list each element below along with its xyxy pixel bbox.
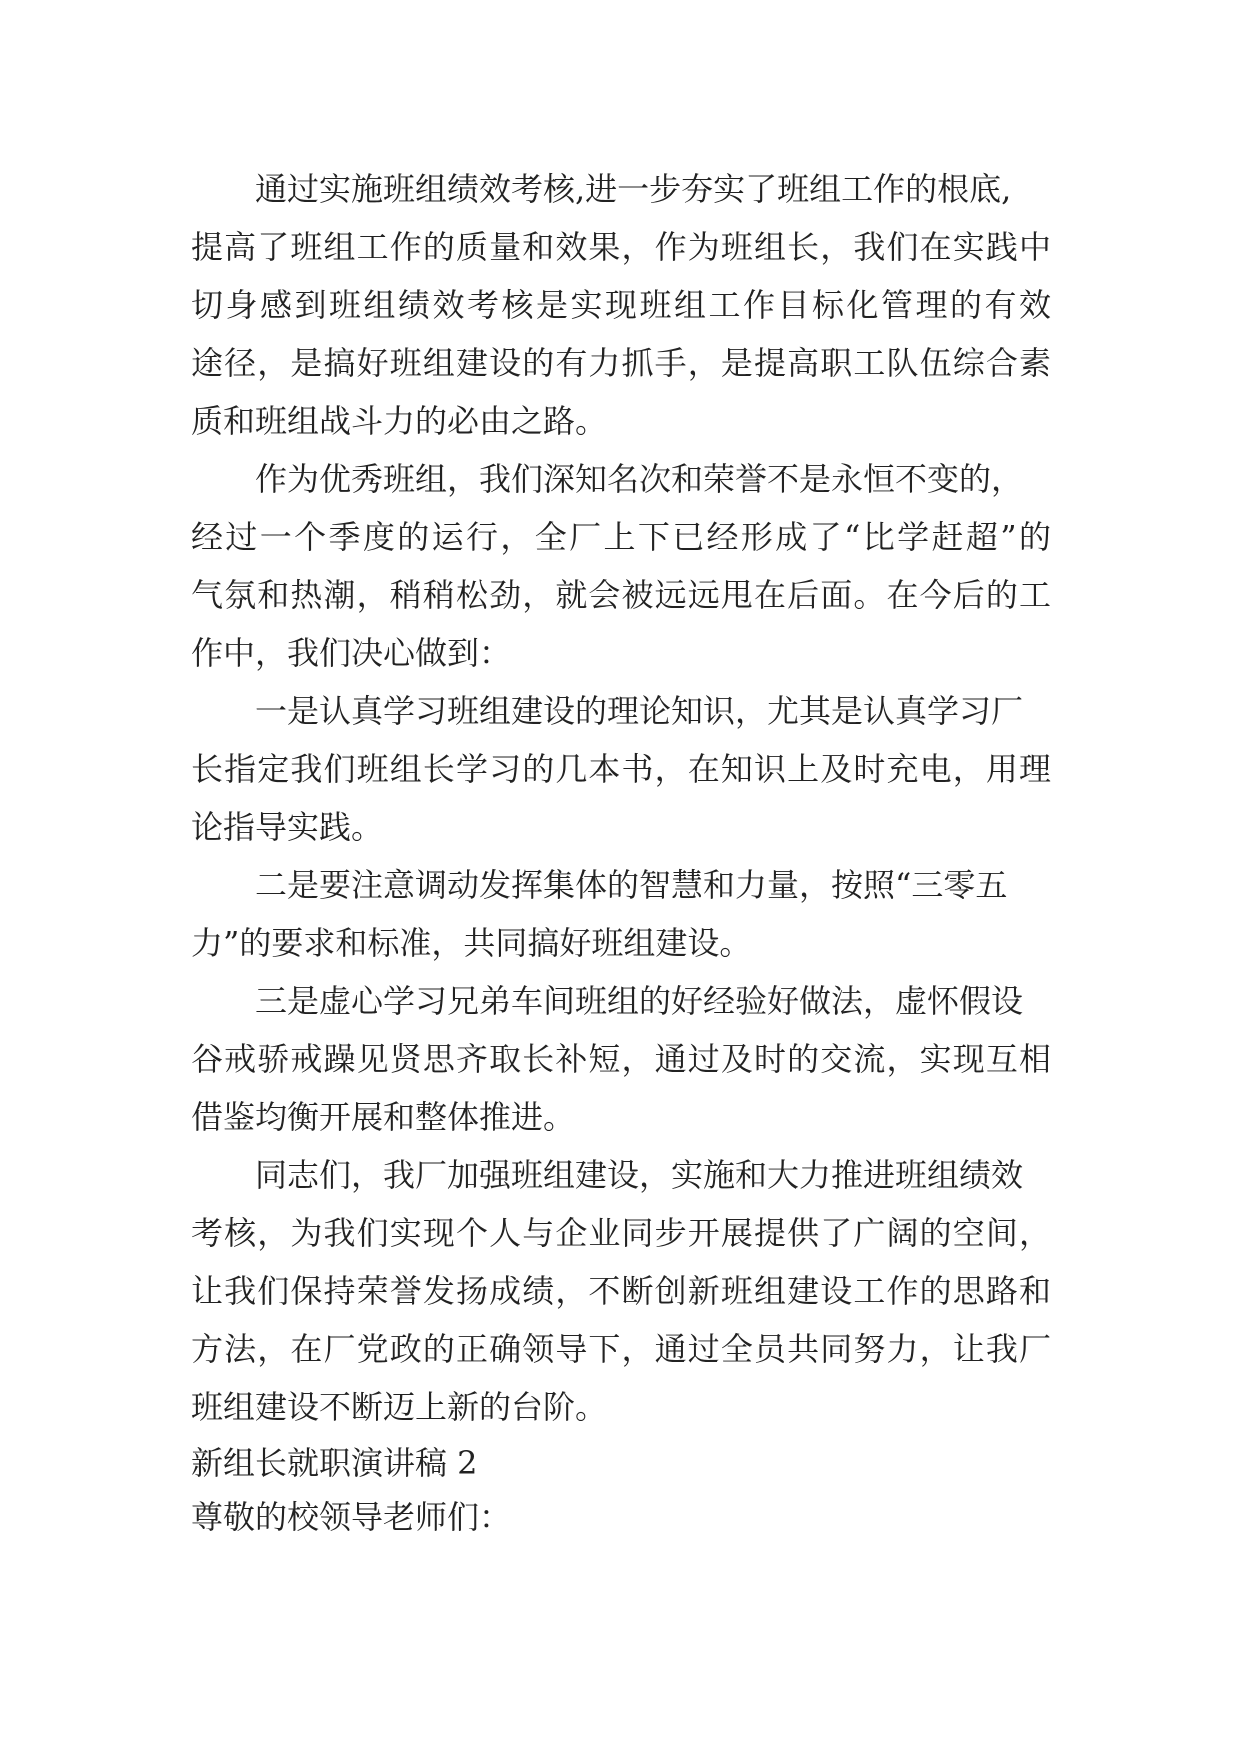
paragraph-line: 作中，我们决心做到： bbox=[191, 634, 512, 672]
paragraph-line: 通过实施班组绩效考核,进一步夯实了班组工作的根底, bbox=[255, 170, 1012, 208]
paragraph-line: 三是虚心学习兄弟车间班组的好经验好做法，虚怀假设 bbox=[255, 982, 1024, 1020]
paragraph-line: 提高了班组工作的质量和效果，作为班组长，我们在实践中 bbox=[191, 228, 1051, 266]
paragraph-line: 途径，是搞好班组建设的有力抓手，是提高职工队伍综合素 bbox=[191, 344, 1051, 382]
paragraph-line: 质和班组战斗力的必由之路。 bbox=[191, 402, 608, 440]
paragraph-line: 班组建设不断迈上新的台阶。 bbox=[191, 1388, 608, 1426]
paragraph-line: 一是认真学习班组建设的理论知识，尤其是认真学习厂 bbox=[255, 692, 1024, 730]
paragraph-line: 经过一个季度的运行，全厂上下已经形成了“比学赶超”的 bbox=[191, 518, 1051, 556]
paragraph-line: 让我们保持荣誉发扬成绩，不断创新班组建设工作的思路和 bbox=[191, 1272, 1051, 1310]
document-body bbox=[191, 160, 1071, 1544]
paragraph-line: 长指定我们班组长学习的几本书，在知识上及时充电，用理 bbox=[191, 750, 1051, 788]
paragraph-line: 二是要注意调动发挥集体的智慧和力量，按照“三零五 bbox=[255, 866, 1008, 904]
paragraph-line: 谷戒骄戒躁见贤思齐取长补短，通过及时的交流，实现互相 bbox=[191, 1040, 1051, 1078]
paragraph-line: 气氛和热潮，稍稍松劲，就会被远远甩在后面。在今后的工 bbox=[191, 576, 1051, 614]
paragraph-line: 论指导实践。 bbox=[191, 808, 384, 846]
paragraph-line: 考核，为我们实现个人与企业同步开展提供了广阔的空间， bbox=[191, 1214, 1051, 1252]
paragraph-line: 借鉴均衡开展和整体推进。 bbox=[191, 1098, 576, 1136]
paragraph-line: 力”的要求和标准，共同搞好班组建设。 bbox=[191, 924, 752, 962]
salutation: 尊敬的校领导老师们： bbox=[191, 1498, 512, 1536]
paragraph-line: 切身感到班组绩效考核是实现班组工作目标化管理的有效 bbox=[191, 286, 1051, 324]
section-title: 新组长就职演讲稿 2 bbox=[191, 1444, 478, 1482]
paragraph-line: 同志们，我厂加强班组建设，实施和大力推进班组绩效 bbox=[255, 1156, 1024, 1194]
paragraph-line: 作为优秀班组，我们深知名次和荣誉不是永恒不变的， bbox=[255, 460, 1024, 498]
paragraph-line: 方法，在厂党政的正确领导下，通过全员共同努力，让我厂 bbox=[191, 1330, 1051, 1368]
